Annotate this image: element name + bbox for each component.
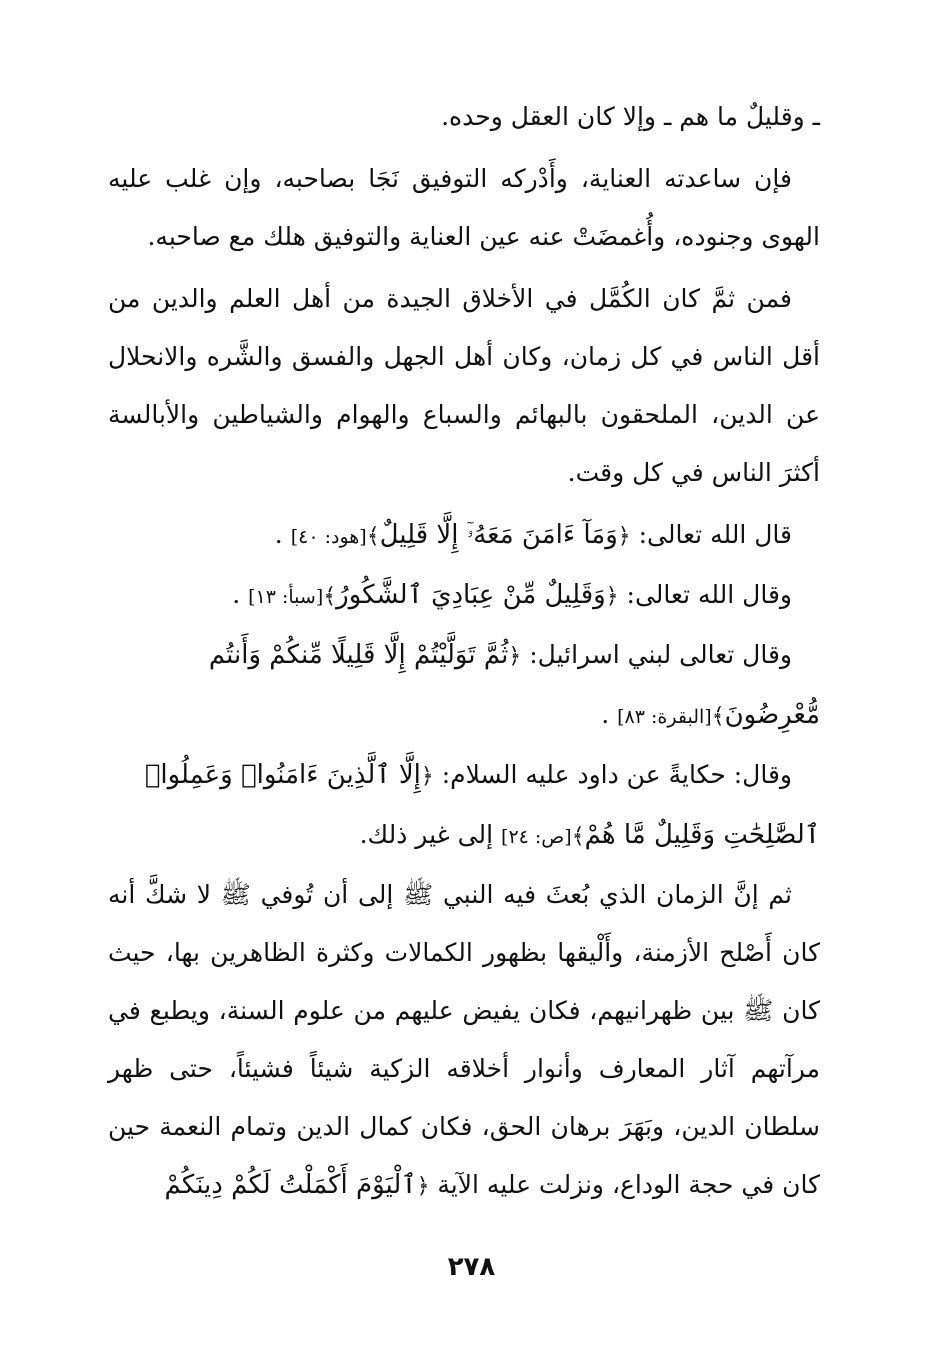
quote-end: إلى غير ذلك. xyxy=(359,820,494,849)
page-number: ٢٧٨ xyxy=(447,1252,496,1282)
page-body xyxy=(108,88,820,1220)
bracket-close: ﴾ xyxy=(323,584,337,609)
paragraph-4 xyxy=(108,866,820,1216)
quote-hud xyxy=(108,506,820,566)
quran-verse: إِلَّا ٱلَّذِينَ ءَامَنُوا۟ وَعَمِلُوا۟ ٱلصَّٰلِحَٰتِ وَقَلِيلٌ مَّا هُمْ xyxy=(144,760,820,850)
bracket-close: ﴾ xyxy=(366,524,380,549)
quote-end: . xyxy=(232,580,241,609)
quran-verse: وَقَلِيلٌ مِّنْ عِبَادِيَ ٱلشَّكُورُ xyxy=(336,580,606,610)
paragraph-4-text: ثم إنَّ الزمان الذي بُعثَ فيه النبي ﷺ إلى أن تُوفي ﷺ لا شكَّ أنه كان أَصْلح الأزمنة، وأَلْيقها بظهور الكمالات وكثرة الظاهرين بها، حيث كان ﷺ بين ظهرانيهم، فكان يفيض عليهم من علوم السنة، ويطبع في مرآتهم آثار المعارف وأنوار أخلاقه الزكية شيئاً فشيئاً، حتى ظهر سلطان الدين، وبَهَرَ برهان الحق، فكان كمال الدين وتمام النعمة حين كان في حجة الوداع، ونزلت عليه الآية xyxy=(108,880,820,1199)
quote-sad xyxy=(108,746,820,866)
quote-baqara xyxy=(108,626,820,746)
verse-reference: [سبأ: ١٣] xyxy=(248,586,324,608)
quran-verse: وَمَآ ءَامَنَ مَعَهُۥٓ إِلَّا قَلِيلٌ xyxy=(379,520,618,550)
quran-verse: ٱلْيَوْمَ أَكْمَلْتُ لَكُمْ دِينَكُمْ xyxy=(164,1170,417,1200)
paragraph-3: فمن ثمَّ كان الكُمَّل في الأخلاق الجيدة من أهل العلم والدين من أقل الناس في كل زمان، وكان أهل الجهل والفسق والشَّره والانحلال عن الدين، الملحقون بالبهائم والسباع والهوام والشياطين والأبالسة أكثرَ الناس في كل وقت. xyxy=(108,284,820,487)
bracket-close: ﴾ xyxy=(571,824,585,849)
quote-end: . xyxy=(274,520,283,549)
quote-saba xyxy=(108,566,820,626)
bracket-open: ﴿ xyxy=(508,644,522,669)
quote-end: . xyxy=(601,700,610,729)
quote-intro: قال الله تعالى: xyxy=(638,520,792,549)
bracket-open: ﴿ xyxy=(416,1174,430,1199)
quote-intro: وقال الله تعالى: xyxy=(626,580,792,609)
quran-verse: ثُمَّ تَوَلَّيْتُمْ إِلَّا قَلِيلًا مِّنكُمْ وَأَنتُم مُّعْرِضُونَ xyxy=(208,640,820,730)
quote-intro: وقال: حكايةً عن داود عليه السلام: xyxy=(441,760,792,789)
verse-reference: [البقرة: ٨٣] xyxy=(617,706,712,728)
bracket-open: ﴿ xyxy=(420,764,434,789)
paragraph-2: فإن ساعدته العناية، وأَدْركه التوفيق نَجَا بصاحبه، وإن غلب عليه الهوى وجنوده، وأُغمضَتْ عنه عين العناية والتوفيق هلك مع صاحبه. xyxy=(108,164,820,251)
verse-reference: [ص: ٢٤] xyxy=(501,826,572,848)
verse-reference: [هود: ٤٠] xyxy=(290,526,367,548)
quote-intro: وقال تعالى لبني اسرائيل: xyxy=(529,640,792,669)
bracket-open: ﴿ xyxy=(617,524,631,549)
paragraph-1: ـ وقليلٌ ما هم ـ وإلا كان العقل وحده. xyxy=(441,102,820,131)
bracket-open: ﴿ xyxy=(605,584,619,609)
bracket-close: ﴾ xyxy=(711,704,725,729)
